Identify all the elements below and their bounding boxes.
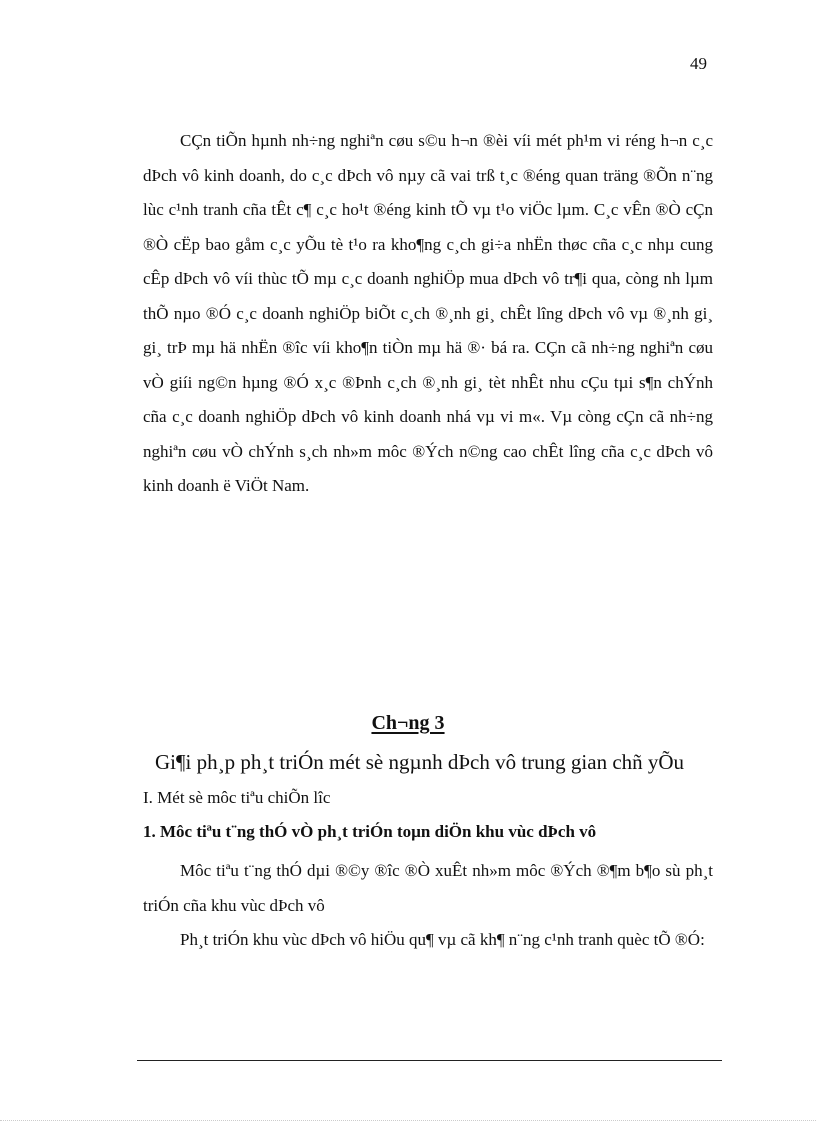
chapter-subtitle: Gi¶i ph¸p ph¸t triÓn mét sè ngµnh dÞch vô trung gian chñ yÕu [155, 750, 685, 774]
page-number: 49 [690, 54, 707, 73]
body-paragraph-3: Ph¸t triÓn khu vùc dÞch vô hiÖu qu¶ vµ cã kh¶ n¨ng c¹nh tranh quèc tÕ ®Ó: [180, 930, 705, 949]
subsection-heading: 1. Môc tiªu t¨ng thÓ vÒ ph¸t triÓn toµn diÖn khu vùc dÞch vô [143, 822, 597, 841]
body-paragraph-2: Môc tiªu t¨ng thÓ dµi ®©y ®îc ®Ò xuÊt nh»m môc ®Ých ®¶m b¶o sù ph¸t triÓn cña khu vùc dÞch vô [143, 861, 713, 915]
chapter-title-text: Ch¬ng 3 [371, 712, 445, 734]
section-heading: I. Mét sè môc tiªu chiÕn lîc [143, 788, 331, 807]
body-paragraph: CÇn tiÕn hµnh nh÷ng nghiªn cøu s©u h¬n ®èi víi mét ph¹m vi réng h¬n c¸c dÞch vô kinh doanh, do c¸c dÞch vô nµy cã vai trß t¸c ®éng quan träng ®Õn n¨ng lùc c¹nh tranh cña tÊt c¶ c¸c ho¹t ®éng kinh tÕ vµ t¹o viÖc lµm. C¸c vÊn ®Ò cÇn ®Ò cËp bao gåm c¸c yÕu tè t¹o ra kho¶ng c¸ch gi÷a nhËn thøc cña c¸c nhµ cung cÊp dÞch vô víi thùc tÕ mµ c¸c doanh nghiÖp mua dÞch vô tr¶i qua, còng nh lµm thÕ nµo ®Ó c¸c doanh nghiÖp biÕt c¸ch ®¸nh gi¸ chÊt lîng dÞch vô vµ ®¸nh gi¸ gi¸ trÞ mµ hä nhËn ®îc víi kho¶n tiÒn mµ hä ®· bá ra. CÇn cã nh÷ng nghiªn cøu vÒ giíi ng©n hµng ®Ó x¸c ®Þnh c¸ch ®¸nh gi¸ tèt nhÊt nhu cÇu tµi s¶n chÝnh cña c¸c doanh nghiÖp dÞch vô kinh doanh nhá vµ vi m«. Vµ còng cÇn cã nh÷ng nghiªn cøu vÒ chÝnh s¸ch nh»m môc ®Ých n©ng cao chÊt lîng cña c¸c dÞch vô kinh doanh ë ViÖt Nam. [143, 131, 713, 495]
page-edge-dots [0, 1120, 816, 1121]
footer-divider [137, 1060, 722, 1061]
chapter-title [0, 712, 816, 735]
